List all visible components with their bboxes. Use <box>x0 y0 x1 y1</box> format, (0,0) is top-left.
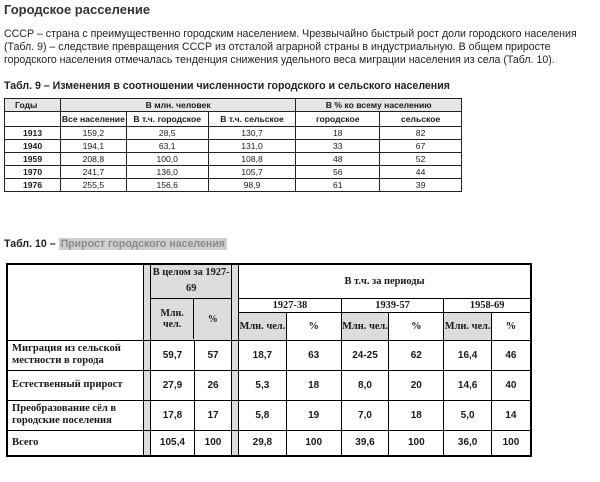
t10-unit-pct: % <box>286 312 341 340</box>
t9-head-pct: В % ко всему населению <box>296 99 462 112</box>
t10-total-units <box>151 298 232 340</box>
t10-cell: 63 <box>286 340 341 370</box>
t10-spacer <box>144 430 151 456</box>
table10-caption <box>4 238 227 250</box>
table10-caption-prefix: Табл. 10 – <box>4 238 59 250</box>
t10-cell: 7,0 <box>341 400 388 430</box>
t9-sub-all: Все население <box>60 112 126 127</box>
t9-sub-pct-rural: сельское <box>380 112 462 127</box>
t10-cell: 18 <box>286 370 341 400</box>
t10-cell: 14 <box>491 400 531 430</box>
t10-spacer <box>232 264 239 340</box>
t9-cell: 44 <box>380 166 462 179</box>
t10-cell: 18,7 <box>239 340 286 370</box>
t10-cell: 57 <box>194 340 232 370</box>
t9-cell: 1976 <box>5 179 61 192</box>
table10-caption-highlight: Прирост городского населения <box>60 238 225 250</box>
t10-unit-mln: Млн. чел. <box>239 312 286 340</box>
t9-cell: 159,2 <box>60 127 126 140</box>
t10-cell: 100 <box>286 430 341 456</box>
t10-cell: 17,8 <box>151 400 195 430</box>
t10-cell: 100 <box>389 430 444 456</box>
t9-cell: 194,1 <box>60 140 126 153</box>
t10-cell: 100 <box>491 430 531 456</box>
t10-cell: 17 <box>194 400 232 430</box>
t10-head-periods: В т.ч. за периоды <box>239 264 531 298</box>
t10-period-2: 1939-57 <box>341 298 444 312</box>
table-row <box>5 140 462 153</box>
t10-spacer <box>232 400 239 430</box>
t10-row-label: Естественный прирост <box>7 370 144 400</box>
t10-row-label: Миграция из сельской местности в города <box>7 340 144 370</box>
t9-cell: 18 <box>296 127 380 140</box>
t10-period-1: 1927-38 <box>239 298 342 312</box>
t9-cell: 39 <box>380 179 462 192</box>
t10-cell: 62 <box>389 340 444 370</box>
t10-unit-mln: Млн. чел. <box>444 312 491 340</box>
t10-cell: 46 <box>491 340 531 370</box>
t10-head-total: В целом за 1927-69 <box>151 264 232 298</box>
t10-period-3: 1958-69 <box>444 298 531 312</box>
t10-cell: 5,0 <box>444 400 491 430</box>
table-row <box>5 179 462 192</box>
t9-cell: 1940 <box>5 140 61 153</box>
t10-row-label: Преобразование сёл в городские поселения <box>7 400 144 430</box>
t9-cell: 48 <box>296 153 380 166</box>
t9-sub-pct-urban: городское <box>296 112 380 127</box>
t9-cell: 156,6 <box>126 179 208 192</box>
t9-head-mln: В млн. человек <box>60 99 295 112</box>
t10-cell: 5,3 <box>239 370 286 400</box>
t9-cell: 130,7 <box>208 127 296 140</box>
t9-sub-rural: В т.ч. сельское <box>208 112 296 127</box>
t10-unit-mln: Млн. чел. <box>341 312 388 340</box>
t10-spacer <box>144 400 151 430</box>
table-row <box>5 166 462 179</box>
t9-sub-empty <box>5 112 61 127</box>
t10-unit-pct: % <box>194 299 232 339</box>
t10-cell: 14,6 <box>444 370 491 400</box>
t10-cell: 19 <box>286 400 341 430</box>
t9-cell: 61 <box>296 179 380 192</box>
t9-head-years: Годы <box>5 99 61 112</box>
t9-cell: 136,0 <box>126 166 208 179</box>
t10-cell: 40 <box>491 370 531 400</box>
t10-cell: 100 <box>194 430 232 456</box>
t10-unit-pct: % <box>491 312 531 340</box>
t9-cell: 56 <box>296 166 380 179</box>
t9-cell: 28,5 <box>126 127 208 140</box>
table-row <box>5 127 462 140</box>
t9-cell: 108,8 <box>208 153 296 166</box>
t9-cell: 241,7 <box>60 166 126 179</box>
t9-cell: 131,0 <box>208 140 296 153</box>
urban-growth-table <box>6 263 532 457</box>
t10-cell: 59,7 <box>151 340 195 370</box>
t10-cell: 24-25 <box>341 340 388 370</box>
t9-sub-urban: В т.ч. городское <box>126 112 208 127</box>
t9-cell: 1970 <box>5 166 61 179</box>
table-row <box>7 430 531 456</box>
t10-cell: 8,0 <box>341 370 388 400</box>
t10-cell: 18 <box>389 400 444 430</box>
t10-spacer <box>232 370 239 400</box>
table-row <box>7 400 531 430</box>
t10-cell: 27,9 <box>151 370 195 400</box>
t9-cell: 33 <box>296 140 380 153</box>
table-row <box>7 340 531 370</box>
t10-cell: 29,8 <box>239 430 286 456</box>
t10-cell: 36,0 <box>444 430 491 456</box>
t10-total-units-inner <box>151 299 231 339</box>
table-row <box>7 370 531 400</box>
t9-cell: 67 <box>380 140 462 153</box>
t9-cell: 105,7 <box>208 166 296 179</box>
t10-cell: 39,6 <box>341 430 388 456</box>
t10-spacer <box>232 430 239 456</box>
t10-cell: 105,4 <box>151 430 195 456</box>
intro-paragraph: СССР – страна с преимущественно городским населением. Чрезвычайно быстрый рост доли городского населения (Табл. 9) – следствие превращения СССР из отсталой аграрной страны в индустриальную. В общем приросте городского населения отмечалась тенденция снижения удельного веса миграции населения из села (Табл. 10). <box>4 28 577 66</box>
t10-corner <box>7 264 144 340</box>
t9-cell: 1913 <box>5 127 61 140</box>
t9-cell: 82 <box>380 127 462 140</box>
table-row <box>5 153 462 166</box>
t10-row-label: Всего <box>7 430 144 456</box>
t9-cell: 255,5 <box>60 179 126 192</box>
t9-cell: 100,0 <box>126 153 208 166</box>
t10-spacer <box>144 370 151 400</box>
t10-spacer <box>232 340 239 370</box>
t10-unit-pct: % <box>389 312 444 340</box>
t10-spacer <box>144 264 151 340</box>
t10-spacer <box>144 340 151 370</box>
page-heading: Городское расселение <box>4 2 151 17</box>
t10-cell: 16,4 <box>444 340 491 370</box>
t9-cell: 1959 <box>5 153 61 166</box>
t10-cell: 26 <box>194 370 232 400</box>
t10-cell: 20 <box>389 370 444 400</box>
t9-cell: 98,9 <box>208 179 296 192</box>
t9-cell: 52 <box>380 153 462 166</box>
t10-unit-mln: Млн. чел. <box>151 299 193 339</box>
t9-cell: 208,8 <box>60 153 126 166</box>
population-ratio-table <box>4 98 462 192</box>
table9-caption: Табл. 9 – Изменения в соотношении численности городского и сельского населения <box>4 80 450 92</box>
t10-cell: 5,8 <box>239 400 286 430</box>
t9-cell: 63,1 <box>126 140 208 153</box>
